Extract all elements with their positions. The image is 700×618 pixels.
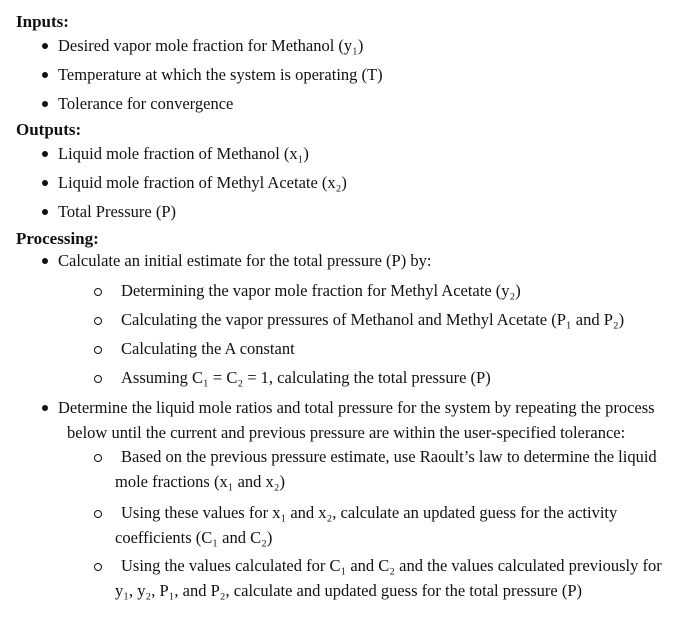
processing-step2-sub2-line1: Using these values for x₁ and x₂, calculate an updated guess for the activity [121, 503, 618, 522]
bullet-icon [42, 151, 48, 157]
processing-step1-sub2: Calculating the vapor pressures of Methanol and Methyl Acetate (P₁ and P₂) [121, 310, 625, 329]
outputs-item-total-pressure: Total Pressure (P) [58, 202, 176, 221]
inputs-item-vapor-mole-fraction: Desired vapor mole fraction for Methanol (y₁) [58, 36, 364, 55]
bullet-icon [42, 405, 48, 411]
circle-bullet-icon [94, 563, 102, 571]
processing-step2-sub2-line2: coefficients (C₁ and C₂) [115, 528, 273, 547]
outputs-item-methanol: Liquid mole fraction of Methanol (x₁) [58, 144, 309, 163]
circle-bullet-icon [94, 510, 102, 518]
circle-bullet-icon [94, 346, 102, 354]
processing-heading: Processing: [16, 229, 99, 248]
processing-step1-sub3: Calculating the A constant [121, 339, 295, 358]
bullet-icon [42, 101, 48, 107]
processing-step2-sub3-line2: y₁, y₂, P₁, and P₂, calculate and updated guess for the total pressure (P) [115, 581, 583, 600]
circle-bullet-icon [94, 375, 102, 383]
processing-step2-line1: Determine the liquid mole ratios and total pressure for the system by repeating the process [58, 398, 655, 417]
processing-step1-sub1: Determining the vapor mole fraction for Methyl Acetate (y₂) [121, 281, 521, 300]
bullet-icon [42, 209, 48, 215]
circle-bullet-icon [94, 454, 102, 462]
circle-bullet-icon [94, 317, 102, 325]
bullet-icon [42, 180, 48, 186]
outputs-item-methyl-acetate: Liquid mole fraction of Methyl Acetate (x₂) [58, 173, 347, 192]
processing-step1-sub4: Assuming C₁ = C₂ = 1, calculating the total pressure (P) [121, 368, 491, 387]
inputs-item-temperature: Temperature at which the system is operating (T) [58, 65, 383, 84]
processing-step2-sub3-line1: Using the values calculated for C₁ and C₂ and the values calculated previously for [121, 556, 662, 575]
processing-step2-sub1-line1: Based on the previous pressure estimate, use Raoult’s law to determine the liquid [121, 447, 657, 466]
inputs-heading: Inputs: [16, 12, 69, 31]
bullet-icon [42, 258, 48, 264]
processing-step2-sub1-line2: mole fractions (x₁ and x₂) [115, 472, 286, 491]
processing-step1-text: Calculate an initial estimate for the total pressure (P) by: [58, 251, 432, 270]
bullet-icon [42, 72, 48, 78]
circle-bullet-icon [94, 288, 102, 296]
processing-step2-line2: below until the current and previous pressure are within the user-specified tolerance: [67, 423, 626, 442]
inputs-item-tolerance: Tolerance for convergence [58, 94, 234, 113]
bullet-icon [42, 43, 48, 49]
outputs-heading: Outputs: [16, 120, 82, 139]
